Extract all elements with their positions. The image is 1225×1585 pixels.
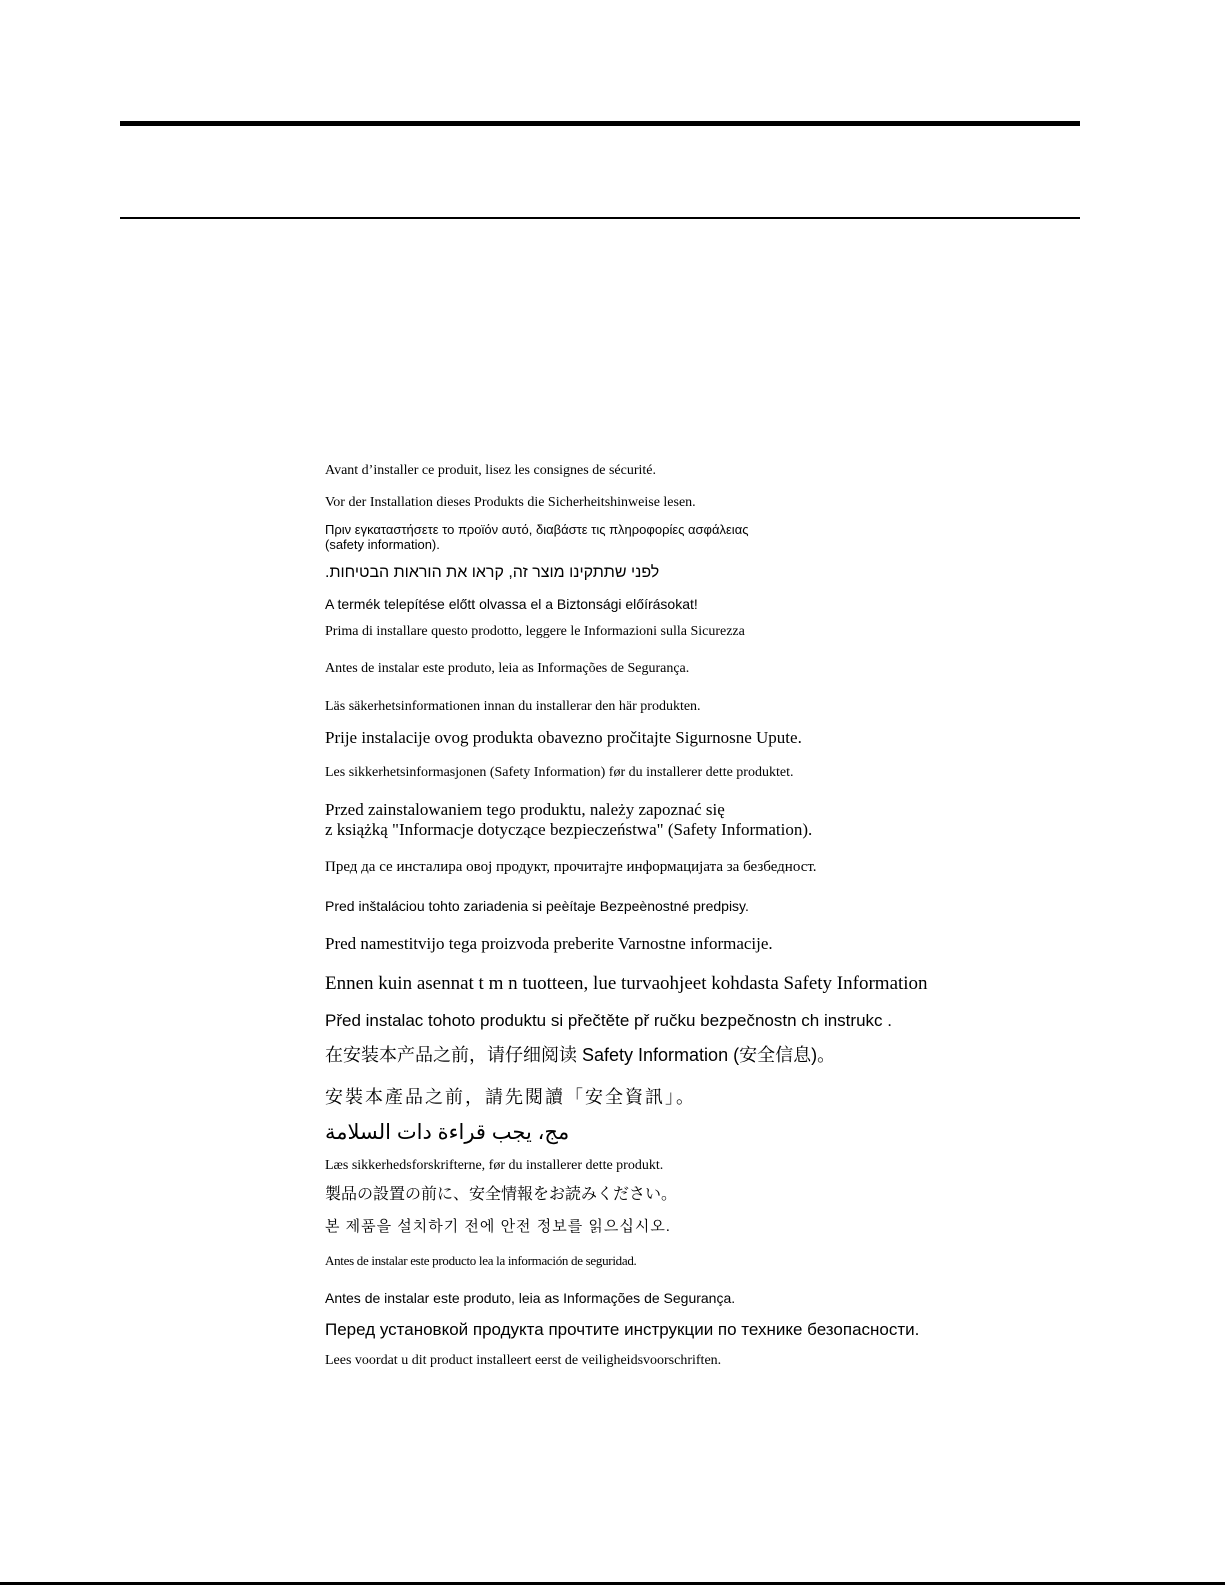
- notice-greek-line1: Πριν εγκαταστήσετε το προϊόν αυτό, διαβάστε τις πληροφορίες ασφάλειας: [325, 522, 749, 537]
- notice-traditional-chinese: 安裝本產品之前，請先閱讀「安全資訊」。: [325, 1087, 696, 1107]
- header-rule-thin: [120, 217, 1080, 219]
- notice-hungarian: A termék telepítése előtt olvassa el a Biztonsági előírásokat!: [325, 596, 698, 612]
- header-rule-thick: [120, 121, 1080, 126]
- notice-spanish: Antes de instalar este producto lea la información de seguridad.: [325, 1253, 637, 1268]
- notice-slovak: Pred inštaláciou tohto zariadenia si peèítaje Bezpeènostné predpisy.: [325, 898, 749, 914]
- notice-greek-line2: (safety information).: [325, 537, 440, 552]
- notice-danish: Læs sikkerhedsforskrifterne, før du installerer dette produkt.: [325, 1158, 664, 1173]
- notice-arabic: مج، يجب قراءة دات السلامة: [325, 1121, 570, 1144]
- notice-macedonian: Пред да се инсталира овој продукт, прочитајте информацијата за безбедност.: [325, 859, 817, 875]
- notice-simplified-chinese: 在安装本产品之前，请仔细阅读 Safety Information (安全信息)。: [325, 1045, 836, 1065]
- notice-japanese: 製品の設置の前に、安全情報をお読みください。: [325, 1186, 678, 1203]
- notice-polish-line1: Przed zainstalowaniem tego produktu, należy zapoznać się: [325, 800, 725, 819]
- notice-slovenian: Pred namestitvijo tega proizvoda preberite Varnostne informacije.: [325, 934, 773, 953]
- notice-finnish: Ennen kuin asennat t m n tuotteen, lue turvaohjeet kohdasta Safety Information: [325, 973, 928, 994]
- notice-polish-line2: z książką "Informacje dotyczące bezpieczeństwa" (Safety Information).: [325, 820, 813, 839]
- notice-swedish: Läs säkerhetsinformationen innan du installerar den här produkten.: [325, 699, 701, 714]
- notice-czech: Před instalac tohoto produktu si přečtěte př ručku bezpečnostn ch instrukc .: [325, 1011, 892, 1030]
- notice-hebrew: לפני שתתקינו מוצר זה, קראו את הוראות הבטיחות.: [325, 564, 660, 581]
- notice-korean: 본 제품을 설치하기 전에 안전 정보를 읽으십시오.: [325, 1218, 671, 1235]
- notice-dutch: Lees voordat u dit product installeert eerst de veiligheidsvoorschriften.: [325, 1353, 722, 1368]
- notice-italian: Prima di installare questo prodotto, leggere le Informazioni sulla Sicurezza: [325, 624, 745, 639]
- notice-portuguese: Antes de instalar este produto, leia as Informações de Segurança.: [325, 1290, 736, 1306]
- notice-german: Vor der Installation dieses Produkts die Sicherheitshinweise lesen.: [325, 495, 696, 510]
- notice-russian: Перед установкой продукта прочтите инструкции по технике безопасности.: [325, 1320, 920, 1339]
- notice-croatian: Prije instalacije ovog produkta obavezno pročitajte Sigurnosne Upute.: [325, 728, 802, 747]
- notice-norwegian: Les sikkerhetsinformasjonen (Safety Information) før du installerer dette produktet.: [325, 765, 794, 780]
- notice-portuguese-brazil: Antes de instalar este produto, leia as Informações de Segurança.: [325, 661, 690, 676]
- notice-french: Avant d’installer ce produit, lisez les consignes de sécurité.: [325, 463, 656, 478]
